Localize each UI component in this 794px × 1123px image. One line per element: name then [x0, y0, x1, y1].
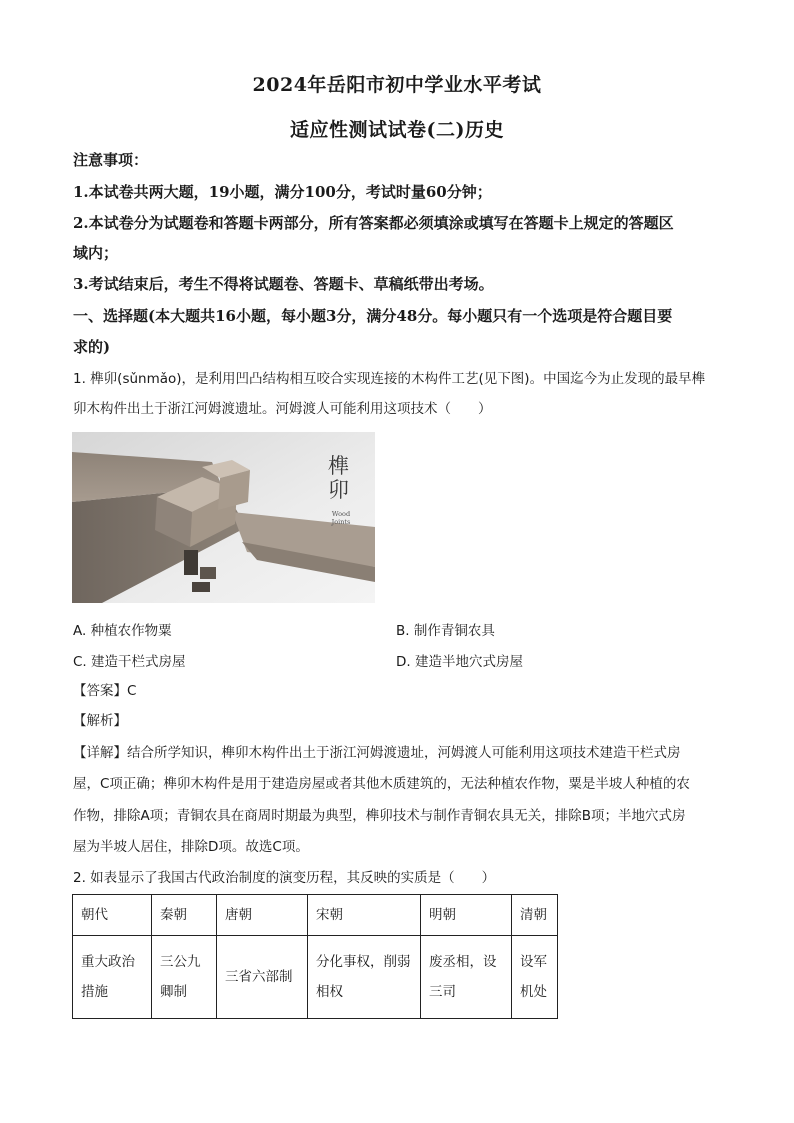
section1-heading-b: 求的) [73, 338, 111, 356]
table-header-cell: 秦朝 [152, 895, 217, 936]
exam-title-line2: 适应性测试试卷(二)历史 [290, 119, 504, 141]
table-cell-line: 三司 [429, 984, 456, 1000]
table-header-cell: 唐朝 [217, 895, 308, 936]
exam-title-line1: 2024年岳阳市初中学业水平考试 [252, 74, 542, 96]
q1-option-b: B. 制作青铜农具 [396, 623, 495, 639]
section1-heading-a: 一、选择题(本大题共16小题，每小题3分，满分48分。每小题只有一个选项是符合题目要 [73, 307, 673, 325]
q1-detail-4: 屋为半坡人居住，排除D项。故选C项。 [73, 839, 309, 855]
q1-option-a: A. 种植农作物粟 [73, 623, 172, 639]
q1-stem-a: 1. 榫卯(sǔnmǎo)，是利用凹凸结构相互咬合实现连接的木构件工艺(见下图)。中国迄今为止发现的最早榫 [73, 371, 706, 387]
table-cell-line: 废丞相，设 [429, 954, 497, 970]
table-cell-line: 机处 [520, 984, 547, 1000]
notice-item-1: 1.本试卷共两大题，19小题，满分100分，考试时量60分钟； [73, 183, 492, 201]
table-cell [308, 936, 421, 1019]
mortise-tenon-photo [72, 432, 375, 603]
notice-item-2b: 域内； [73, 244, 119, 262]
table-cell-line: 三省六部制 [225, 969, 293, 985]
notice-heading: 注意事项： [73, 151, 149, 169]
table-cell-line: 分化事权，削弱 [316, 954, 411, 970]
table-cell [152, 936, 217, 1019]
table-header-cell: 清朝 [512, 895, 558, 936]
table-header-cell: 朝代 [73, 895, 152, 936]
table-cell-line: 设军 [520, 954, 547, 970]
q1-detail-2: 屋，C项正确；榫卯木构件是用于建造房屋或者其他木质建筑的，无法种植农作物，粟是半坡人种植的农 [73, 776, 690, 792]
photo-caption-en-line1: Wood [331, 510, 351, 518]
table-cell [73, 936, 152, 1019]
notice-item-2a: 2.本试卷分为试题卷和答题卡两部分，所有答案都必须填涂或填写在答题卡上规定的答题区 [73, 214, 674, 232]
q1-detail-1: 【详解】结合所学知识，榫卯木构件出土于浙江河姆渡遗址，河姆渡人可能利用这项技术建造干栏式房 [73, 745, 681, 761]
photo-caption-en [326, 510, 356, 526]
q1-stem-b: 卯木构件出土于浙江河姆渡遗址。河姆渡人可能利用这项技术（ ） [73, 401, 492, 417]
q2-stem: 2. 如表显示了我国古代政治制度的演变历程，其反映的实质是（ ） [73, 870, 496, 886]
table-cell [421, 936, 512, 1019]
table-cell-line: 重大政治 [81, 954, 135, 970]
table-header-cell: 宋朝 [308, 895, 421, 936]
table-row [73, 936, 558, 1019]
q1-answer: 【答案】C [73, 683, 137, 699]
political-system-table [72, 894, 558, 1019]
table-cell-line: 卿制 [160, 984, 187, 1000]
q1-option-d: D. 建造半地穴式房屋 [396, 654, 523, 670]
table-cell [512, 936, 558, 1019]
table-cell [217, 936, 308, 1019]
photo-caption-cn: 榫卯 [328, 454, 349, 502]
table-cell-line: 三公九 [160, 954, 201, 970]
table-header-row [73, 895, 558, 936]
table-cell-line: 措施 [81, 984, 108, 1000]
photo-caption-en-line2: Joints [331, 518, 351, 526]
q1-detail-3: 作物，排除A项；青铜农具在商周时期最为典型，榫卯技术与制作青铜农具无关，排除B项；半地穴式房 [73, 808, 686, 824]
table-cell-line: 相权 [316, 984, 343, 1000]
notice-item-3: 3.考试结束后，考生不得将试题卷、答题卡、草稿纸带出考场。 [73, 275, 494, 293]
table-header-cell: 明朝 [421, 895, 512, 936]
q1-option-c: C. 建造干栏式房屋 [73, 654, 186, 670]
q1-analysis-label: 【解析】 [73, 713, 127, 729]
